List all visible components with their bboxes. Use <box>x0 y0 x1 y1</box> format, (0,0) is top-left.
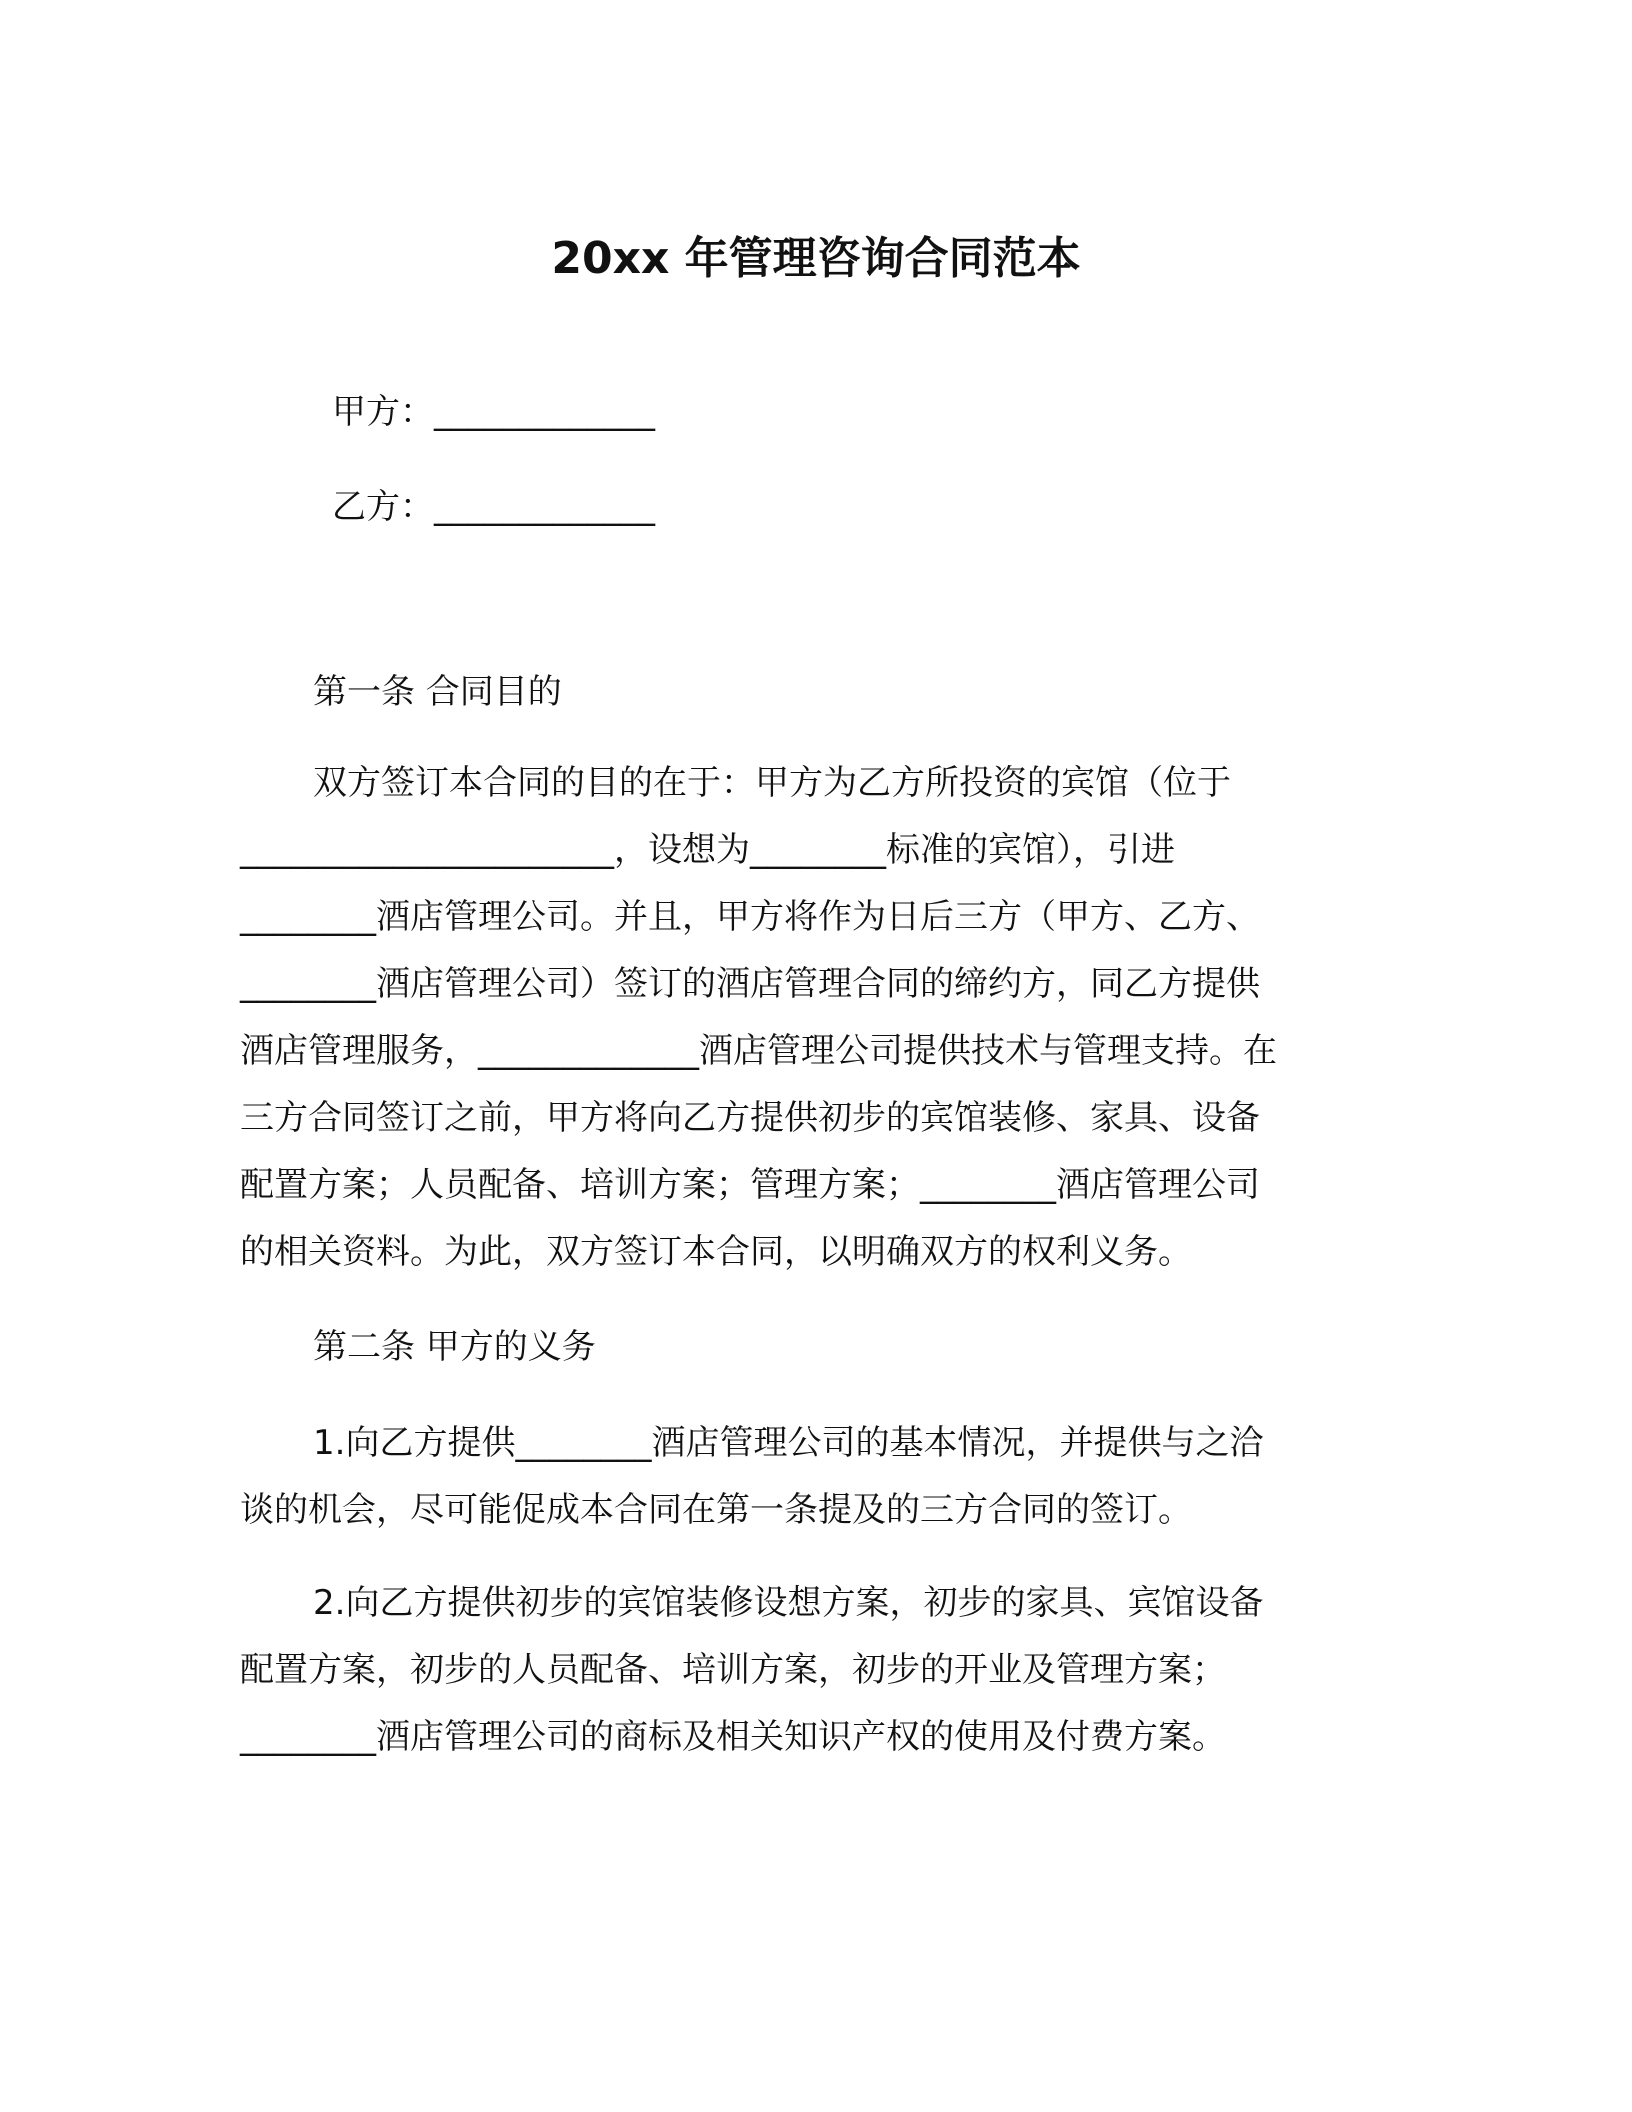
article-1-heading: 第一条 合同目的 <box>313 672 562 712</box>
article-2-item-1 <box>240 1410 1400 1544</box>
paragraph-line: 1.向乙方提供________酒店管理公司的基本情况，并提供与之洽 <box>313 1423 1264 1463</box>
paragraph-line: 配置方案，初步的人员配备、培训方案，初步的开业及管理方案； <box>240 1650 1226 1690</box>
paragraph-line: ______________________，设想为________标准的宾馆），引进 <box>240 830 1175 870</box>
party-a-field: 甲方：_____________ <box>332 392 655 432</box>
paragraph-line: ________酒店管理公司。并且，甲方将作为日后三方（甲方、乙方、 <box>240 897 1260 937</box>
document-title: 20xx 年管理咨询合同范本 <box>551 233 1081 284</box>
paragraph-line: 双方签订本合同的目的在于：甲方为乙方所投资的宾馆（位于 <box>313 763 1231 803</box>
paragraph-line: 三方合同签订之前，甲方将向乙方提供初步的宾馆装修、家具、设备 <box>240 1098 1260 1138</box>
paragraph-line: 的相关资料。为此，双方签订本合同，以明确双方的权利义务。 <box>240 1232 1192 1272</box>
paragraph-line: 配置方案；人员配备、培训方案；管理方案；________酒店管理公司 <box>240 1165 1260 1205</box>
party-b-field: 乙方：_____________ <box>332 487 655 527</box>
paragraph-line: ________酒店管理公司）签订的酒店管理合同的缔约方，同乙方提供 <box>240 964 1260 1004</box>
article-2-item-2 <box>240 1570 1400 1771</box>
paragraph-line: 谈的机会，尽可能促成本合同在第一条提及的三方合同的签订。 <box>240 1490 1192 1530</box>
article-2-heading: 第二条 甲方的义务 <box>313 1327 596 1367</box>
paragraph-line: 酒店管理服务，_____________酒店管理公司提供技术与管理支持。在 <box>240 1031 1277 1071</box>
article-1-paragraph <box>240 750 1400 1286</box>
paragraph-line: 2.向乙方提供初步的宾馆装修设想方案，初步的家具、宾馆设备 <box>313 1583 1264 1623</box>
paragraph-line: ________酒店管理公司的商标及相关知识产权的使用及付费方案。 <box>240 1717 1226 1757</box>
